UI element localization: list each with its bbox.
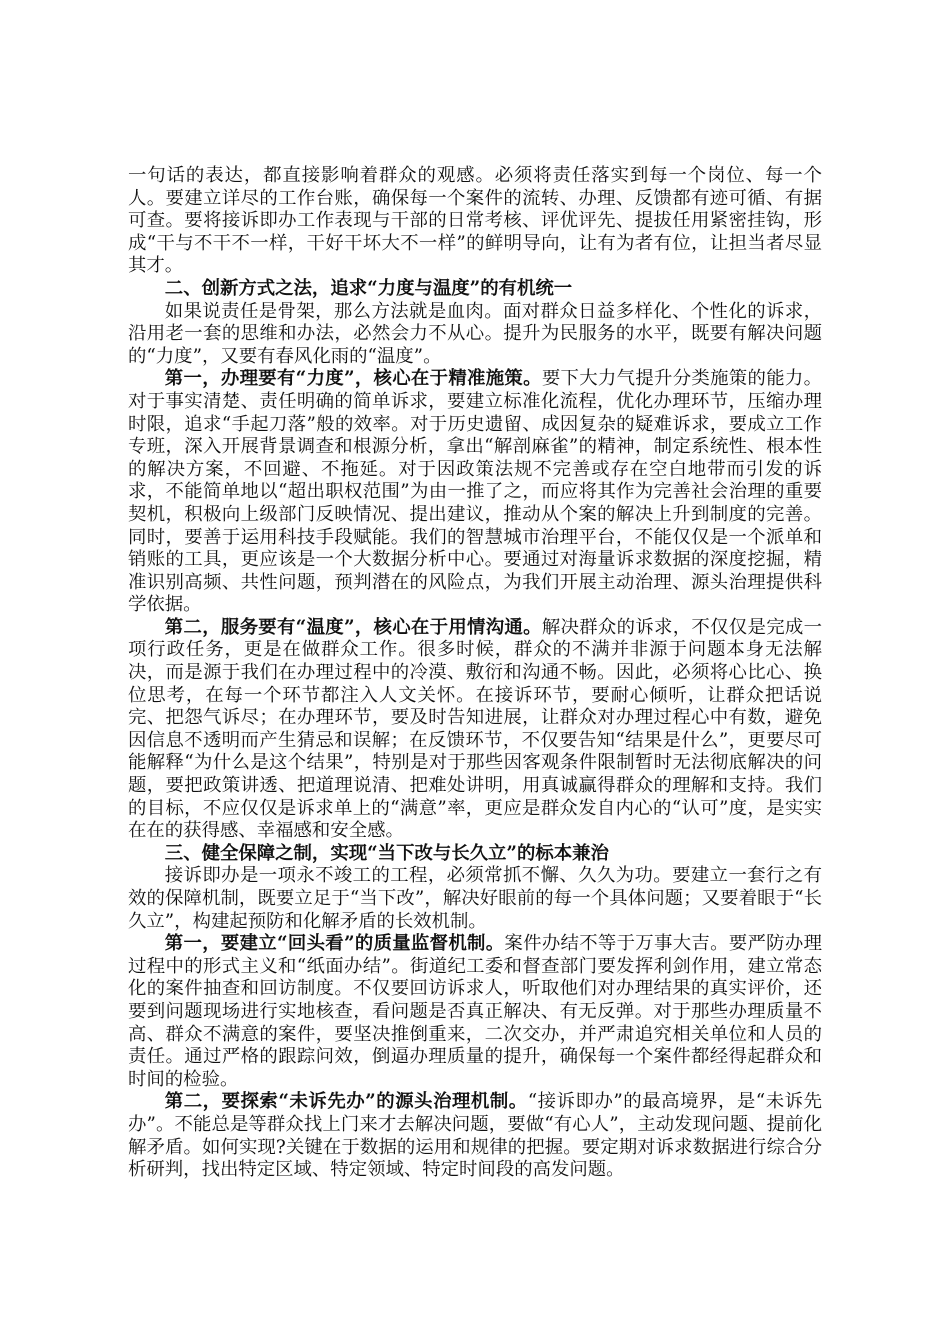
paragraph-text: 解决群众的诉求，不仅仅是完成一项行政任务，更是在做群众工作。很多时候，群众的不满并非源于问题本身无法解决，而是源于我们在办理过程中的冷漠、敷衍和沟通不畅。因此，必须将心比心、换位思考，在每一个环节都注入人文关怀。在接诉环节，要耐心倾听，让群众把话说完、把怨气诉尽；在办理环节，要及时告知进展，让群众对办理过程心中有数，避免因信息不透明而产生猜忌和误解；在反馈环节，不仅要告知“结果是什么”，更要尽可能解释“为什么是这个结果”，特别是对于那些因客观条件限制暂时无法彻底解决的问题，要把政策讲透、把道理说清、把难处讲明，用真诚赢得群众的理解和支持。我们的目标，不应仅仅是诉求单上的“满意”率，更应是群众发自内心的“认可”度，是实实在在的获得感、幸福感和安全感。 (128, 616, 822, 842)
paragraph-intro-mechanism (128, 865, 822, 933)
paragraph-text: 一句话的表达，都直接影响着群众的观感。必须将责任落实到每一个岗位、每一个人。要建立详尽的工作台账，确保每一个案件的流转、办理、反馈都有迹可循、有据可查。要将接诉即办工作表现与干部的日常考核、评优评先、提拔任用紧密挂钩，形成“干与不干不一样，干好干坏大不一样”的鲜明导向，让有为者有位，让担当者尽显其才。 (128, 165, 822, 277)
paragraph-force (128, 368, 822, 617)
section-heading-two (128, 278, 822, 301)
paragraph-continuation (128, 165, 822, 278)
paragraph-lead: 第一，要建立“回头看”的质量监督机制。 (164, 933, 505, 955)
paragraph-intro-methods (128, 301, 822, 369)
paragraph-text: “接诉即办”的最高境界，是“未诉先办”。不能总是等群众找上门来才去解决问题，要做“有心人”，主动发现问题、提前化解矛盾。如何实现?关键在于数据的运用和规律的把握。要定期对诉求数据进行综合分析研判，找出特定区域、特定领域、特定时间段的高发问题。 (128, 1091, 822, 1181)
section-heading-three (128, 843, 822, 866)
document-body (128, 165, 822, 1182)
heading-text: 三、健全保障之制，实现“当下改与长久立”的标本兼治 (164, 842, 609, 864)
paragraph-text: 接诉即办是一项永不竣工的工程，必须常抓不懈、久久为功。要建立一套行之有效的保障机制，既要立足于“当下改”，解决好眼前的每一个具体问题；又要着眼于“长久立”，构建起预防和化解矛盾的长效机制。 (128, 865, 822, 932)
paragraph-lead: 第一，办理要有“力度”，核心在于精准施策。 (164, 368, 542, 390)
paragraph-review (128, 933, 822, 1091)
heading-text: 二、创新方式之法，追求“力度与温度”的有机统一 (164, 277, 573, 299)
paragraph-lead: 第二，服务要有“温度”，核心在于用情沟通。 (164, 616, 542, 638)
paragraph-proactive (128, 1091, 822, 1181)
paragraph-text: 案件办结不等于万事大吉。要严防办理过程中的形式主义和“纸面办结”。街道纪工委和督查部门要发挥利剑作用，建立常态化的案件抽查和回访制度。不仅要回访诉求人，听取他们对办理结果的真实评价，还要到问题现场进行实地核查，看问题是否真正解决、有无反弹。对于那些办理质量不高、群众不满意的案件，要坚决推倒重来，二次交办，并严肃追究相关单位和人员的责任。通过严格的跟踪问效，倒逼办理质量的提升，确保每一个案件都经得起群众和时间的检验。 (128, 933, 822, 1090)
paragraph-text: 如果说责任是骨架，那么方法就是血肉。面对群众日益多样化、个性化的诉求，沿用老一套的思维和办法，必然会力不从心。提升为民服务的水平，既要有解决问题的“力度”，又要有春风化雨的“温度”。 (128, 300, 822, 367)
paragraph-lead: 第二，要探索“未诉先办”的源头治理机制。 (164, 1091, 528, 1113)
paragraph-warmth (128, 617, 822, 843)
paragraph-text: 要下大力气提升分类施策的能力。对于事实清楚、责任明确的简单诉求，要建立标准化流程，优化办理环节，压缩办理时限，追求“手起刀落”般的效率。对于历史遗留、成因复杂的疑难诉求，要成立工作专班，深入开展背景调查和根源分析，拿出“解剖麻雀”的精神，制定系统性、根本性的解决方案，不回避、不拖延。对于因政策法规不完善或存在空白地带而引发的诉求，不能简单地以“超出职权范围”为由一推了之，而应将其作为完善社会治理的重要契机，积极向上级部门反映情况、提出建议，推动从个案的解决上升到制度的完善。同时，要善于运用科技手段赋能。我们的智慧城市治理平台，不能仅仅是一个派单和销账的工具，更应该是一个大数据分析中心。要通过对海量诉求数据的深度挖掘，精准识别高频、共性问题，预判潜在的风险点，为我们开展主动治理、源头治理提供科学依据。 (128, 368, 822, 616)
